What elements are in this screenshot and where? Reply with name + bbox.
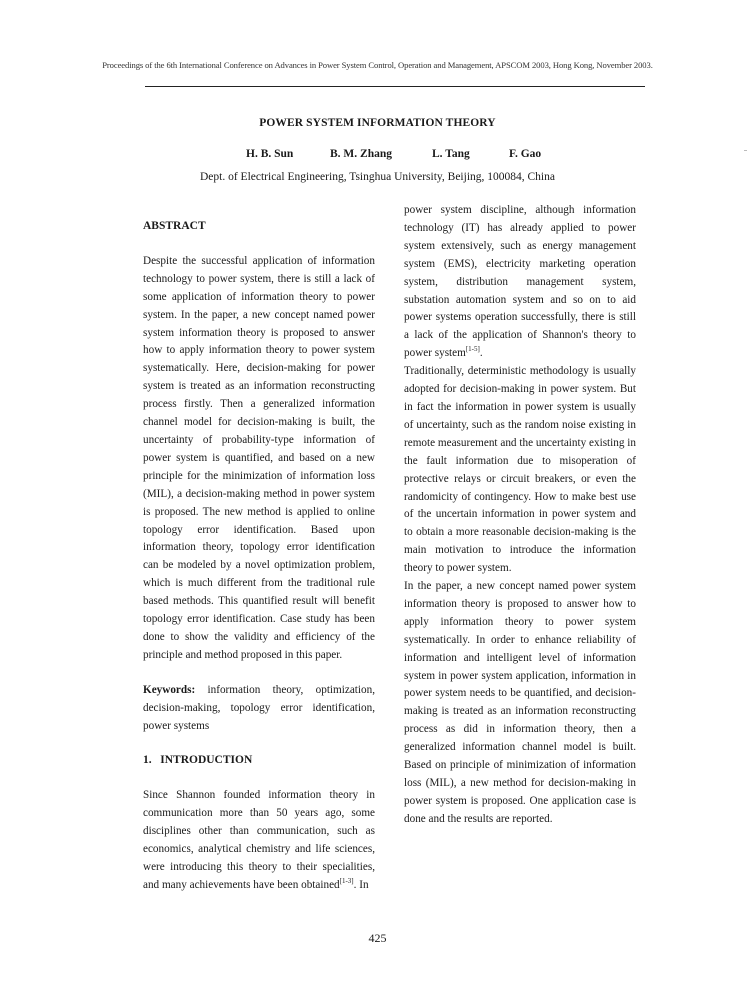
- keywords: [143, 682, 375, 736]
- affiliation: Dept. of Electrical Engineering, Tsinghua University, Beijing, 100084, China: [200, 171, 555, 183]
- paragraph-text: Since Shannon founded information theory in communication more than 50 years ago, some disciplines other than communication, such as economics, analytical chemistry and life sciences, were introducing this theory to their specialities, and many achievements have been obtained: [143, 789, 375, 891]
- author-name: H. B. Sun: [246, 148, 294, 160]
- proceedings-header: Proceedings of the 6th International Conference on Advances in Power System Control, Operation and Management, APSCOM 2003, Hong Kong, November 2003.: [102, 60, 653, 70]
- author-name: F. Gao: [509, 148, 542, 160]
- paper-title: POWER SYSTEM INFORMATION THEORY: [259, 117, 496, 129]
- right-column: [404, 202, 636, 829]
- page-number: 425: [368, 931, 387, 945]
- introduction-heading: 1. INTRODUCTION: [143, 754, 253, 767]
- paragraph-text: power system discipline, although information technology (IT) has already applied to power system extensively, such as energy management system (EMS), electricity marketing operation system, distribution management system, substation automation system and so on to aid power systems operation successfully, there is still a lack of the application of Shannon's theory to power system: [404, 204, 636, 360]
- keywords-label: Keywords:: [143, 683, 196, 696]
- introduction-paragraph-2: Traditionally, deterministic methodology is usually adopted for decision-making in power system. But in fact the information in power system is usually of uncertainty, such as the random noise existing in remote measurement and the uncertainty existing in the fault information due to misoperation of protective relays or circuit breakers, or even the randomicity of contingency. How to make best use of the uncertain information in power system and to obtain a more reasonable decision-making is the main motivation to introduce the information theory to power system.: [404, 365, 636, 575]
- abstract-text: Despite the successful application of information technology to power system, there is still a lack of some application of information theory to power system. In the paper, a new concept named power system information theory is proposed to answer how to apply information theory to power system systematically. Here, decision-making for power system is treated as an information reconstructing process firstly. Then a generalized information channel model for decision-making is built, the uncertainty of probability-type information of power system is quantified, and based on a new principle for the minimization of information loss (MIL), a decision-making method in power system is proposed. The new method is applied to online topology error identification. Based upon information theory, topology error identification can be modeled by a novel optimization problem, which is much different from the traditional rule based methods. This quantified result will benefit topology error identification. Case study has been done to show the validity and efficiency of the principle and method proposed in this paper.: [143, 254, 375, 661]
- introduction-paragraph-1: [143, 787, 375, 894]
- author-list: [0, 148, 755, 164]
- paragraph-text: .: [479, 347, 483, 360]
- header-rule: [145, 86, 645, 87]
- left-column: [143, 218, 375, 895]
- citation: [1-3]: [339, 876, 354, 885]
- author-name: L. Tang: [432, 148, 470, 160]
- paragraph-text: . In: [353, 878, 369, 891]
- introduction-paragraph-1-continued: [404, 202, 636, 363]
- introduction-paragraph-3: In the paper, a new concept named power system information theory is proposed to answer how to apply information theory to power system systematically. In order to enhance reliability of information and intelligent level of information system in power system application, information in power system needs to be quantified, and decision-making is treated as an information reconstructing process as did in information theory, then a generalized information channel model is built. Based on principle of minimization of information loss (MIL), a new method for decision-making in power system is proposed. One application case is done and the results are reported.: [404, 580, 636, 825]
- citation: [1-5]: [465, 345, 480, 354]
- author-name: B. M. Zhang: [330, 148, 392, 160]
- abstract-heading: ABSTRACT: [143, 220, 206, 232]
- keywords-text: information theory, optimization, decision-making, topology error identification, power systems: [143, 683, 375, 732]
